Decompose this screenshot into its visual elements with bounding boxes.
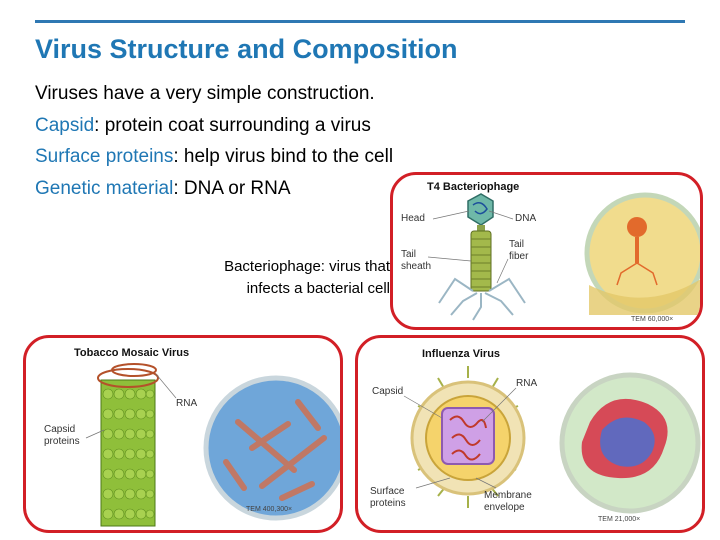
bullet-genetic-material: [35, 173, 393, 205]
micrograph-phage-head: [627, 217, 647, 237]
tmv-label-rna: RNA: [176, 398, 198, 409]
tobacco-mosaic-virus-figure: [23, 335, 343, 533]
bullet-surface-proteins: [35, 141, 393, 173]
bullet-intro-text: Viruses have a very simple construction.: [35, 83, 375, 104]
phage-head-shape: [468, 194, 493, 225]
flu-label-rna: RNA: [516, 378, 538, 389]
flu-label-capsid: Capsid: [372, 386, 404, 397]
desc-capsid: : protein coat surrounding a virus: [94, 114, 371, 136]
flu-capsid: [442, 408, 494, 464]
bullet-intro: [35, 78, 393, 110]
term-capsid: Capsid: [35, 114, 95, 136]
influenza-virus-figure: [355, 335, 705, 533]
t4-bacteriophage-figure: [390, 172, 703, 330]
t4-title: T4 Bacteriophage: [427, 181, 520, 193]
title-rule: [35, 20, 685, 23]
bullet-list: [35, 78, 393, 204]
phage-tail-sheath: [471, 231, 491, 291]
desc-surface-proteins: : help virus bind to the cell: [173, 146, 394, 167]
term-genetic-material: Genetic material: [35, 177, 174, 199]
phage-collar: [477, 225, 485, 231]
tmv-micrograph: [206, 378, 343, 518]
caption-line-1: Bacteriophage: virus that: [224, 258, 390, 275]
flu-label-membrane-envelope: Membrane envelope: [484, 490, 532, 513]
t4-label-head: Head: [401, 213, 425, 224]
flu-label-surface-proteins: Surface proteins: [370, 486, 406, 509]
t4-illustration: [393, 175, 703, 330]
caption-line-2: infects a bacterial cell: [246, 280, 390, 297]
t4-label-tail-sheath: Tail sheath: [401, 249, 432, 272]
bullet-capsid: [35, 110, 393, 142]
tmv-tem-magnification: TEM 400,300×: [246, 506, 293, 513]
desc-genetic-material: : DNA or RNA: [173, 177, 291, 199]
term-surface-proteins: Surface proteins: [35, 146, 174, 167]
flu-title: Influenza Virus: [422, 348, 501, 360]
bacteriophage-caption: [150, 256, 390, 300]
flu-tem-magnification: TEM 21,000×: [598, 516, 641, 523]
t4-label-tail-fiber: Tail fiber: [509, 239, 529, 262]
t4-tem-magnification: TEM 60,000×: [631, 316, 674, 323]
t4-label-dna: DNA: [515, 213, 537, 224]
tmv-title: Tobacco Mosaic Virus: [74, 347, 190, 359]
tmv-label-capsid-proteins: Capsid proteins: [44, 424, 80, 447]
slide-title: Virus Structure and Composition: [35, 34, 458, 64]
